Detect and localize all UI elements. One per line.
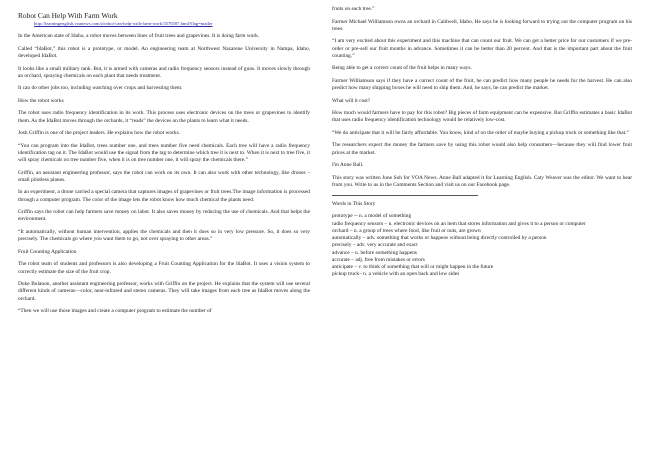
- paragraph: The robot uses radio frequency identification in its work. This process uses electronic devices on the trees or grapevines to identify them. As the IdaBot moves through the orchards, it “reads” the devices on the plants to learn what it needs.: [18, 110, 310, 124]
- paragraph: fruits on each tree.”: [332, 6, 375, 12]
- quote-paragraph: “Then we will use those images and create a computer program to estimate the number of: [18, 308, 212, 315]
- paragraph: How much would farmers have to pay for this robot? Big pieces of farm equipment can be expensive. But Griffin estimates a basic IdaBot that uses radio frequency identification technology would be relatively low-cost.: [332, 110, 632, 124]
- paragraph: Farmer Michael Williamson owns an orchard in Caldwell, Idaho. He says he is looking forward to trying out the computer program on his trees.: [332, 18, 632, 32]
- left-column: [18, 0, 310, 321]
- sign-off: I'm Anne Ball.: [332, 162, 364, 169]
- glossary: [332, 201, 632, 278]
- glossary-entry: prototype -- n. a model of something: [332, 213, 412, 220]
- article-title: Robot Can Help With Farm Work: [18, 11, 118, 20]
- section-heading: How the robot works: [18, 97, 64, 104]
- article-link[interactable]: http://learningenglish.voanews.com/a/robot-can-help-with-farm-work/3576587.html?flag=mailer: [34, 21, 213, 27]
- quote-paragraph: “It automatically, without human intervention, applies the chemicals and then it does so in very low pressure. So, it does so very precisely. The chemicals go where you want them to go, not over spraying to other areas.”: [18, 229, 310, 243]
- glossary-entry: pickup truck– n. a vehicle with an open back and low sides: [332, 271, 460, 278]
- paragraph: Called “IdaBot,” this robot is a prototype, or model. An engineering team at Northwest Nazarene University in Nampa, Idaho, developed IdaBot.: [18, 45, 310, 60]
- quote-paragraph: “You can program into the IdaBot, trees number one, and trees number five need chemicals. Each tree will have a radio frequency identification tag on it. The IdaBot would use the signal from the tag to determine which tree it is next to. When it is next to tree five, it will spray chemicals on tree number five, when it is on tree number one, it will spray the chemicals there.”: [18, 142, 310, 164]
- paragraph: Griffin says the robot can help farmers save money on labor. It also saves money by reducing the use of chemicals. And that helps the environment.: [18, 209, 310, 223]
- paragraph: The robot team of students and professors is also developing a Fruit Counting Application for the IdaBot. It uses a vision system to correctly estimate the size of the fruit crop.: [18, 261, 310, 275]
- glossary-entry: precisely – adv. very accurate and exact: [332, 242, 418, 249]
- quote-paragraph: “We do anticipate that it will be fairly affordable. You know, kind of on the order of maybe buying a pickup truck or something like that.”: [332, 129, 629, 136]
- right-column: [332, 0, 632, 279]
- paragraph: In an experiment, a drone carried a special camera that captures images of grapevines or fruit trees.The image information is processed through a computer program. The color of the image lets the robot know how much chemical the plants need.: [18, 189, 310, 203]
- paragraph: Duke Bulanon, another assistant engineering professor, works with Griffin on the project. He explains that the system will use several different kinds of cameras—color, near-infrared and stereo cameras. They will take images from each tree as IdaBot moves along the orchard.: [18, 281, 310, 302]
- glossary-entry: anticipate – v. to think of something that will or might happen in the future: [332, 264, 494, 271]
- paragraph: Farmer Williamson says if they have a correct count of the fruit, he can predict how many people he needs for the harvest. He can also predict how many shipping boxes he will need to ship them. And, he says, he can predict the market.: [332, 77, 632, 92]
- divider: [332, 195, 478, 196]
- paragraph: Josh Griffin is one of the project leaders. He explains how the robot works.: [18, 130, 181, 137]
- glossary-heading: Words in This Story: [332, 201, 376, 208]
- paragraph: Being able to get a correct count of the fruit helps in many ways.: [332, 65, 472, 72]
- paragraph: Griffin, an assistant engineering professor, says the robot can work on its own. It can also work with other technology, like drones – small pilotless planes.: [18, 169, 310, 183]
- section-heading: What will it cost?: [332, 97, 371, 104]
- paragraph: It looks like a small military tank. But, it is armed with cameras and radio frequency sensors instead of guns. It moves slowly through an orchard, spraying chemicals on each plant that needs treatment.: [18, 65, 310, 79]
- credits-paragraph: This story was written June Soh for VOA News. Anne Ball adapted it for Learning English. Caty Weaver was the editor. We want to hear from you. Write to us in the Comments Section and visit us on our Facebook page.: [332, 174, 632, 188]
- glossary-entry: advance – n. before something happens: [332, 249, 418, 256]
- quote-paragraph: “I am very excited about this experiment and this machine that can count our fruit. We can get a better price for our customers if we pre-order or pre-sell our fruit months in advance. Sometimes it can be better than 20 percent. And that is the important part about the fruit counting.”: [332, 38, 632, 59]
- glossary-entry: automatically – adv. something that works or happens without being directly controlled by a person: [332, 235, 547, 242]
- glossary-entry: radio frequency sensors – n. electronic devices on an item that stores information and gives it to a person or computer: [332, 220, 586, 227]
- glossary-entry: orchard – n. a group of trees where food, like fruit or nuts, are grown: [332, 227, 481, 234]
- paragraph: The researchers expect the money the farmers save by using this robot would also help consumers—because they will find lower fruit prices at the market.: [332, 142, 632, 156]
- glossary-entry: accurate – adj. free from mistakes or errors: [332, 256, 425, 263]
- section-heading: Fruit Counting Application: [18, 248, 77, 255]
- paragraph: In the American state of Idaho, a robot moves between lines of fruit trees and grapevines. It is doing farm work.: [18, 33, 260, 40]
- paragraph: It can do other jobs too, including watching over crops and harvesting them.: [18, 85, 183, 92]
